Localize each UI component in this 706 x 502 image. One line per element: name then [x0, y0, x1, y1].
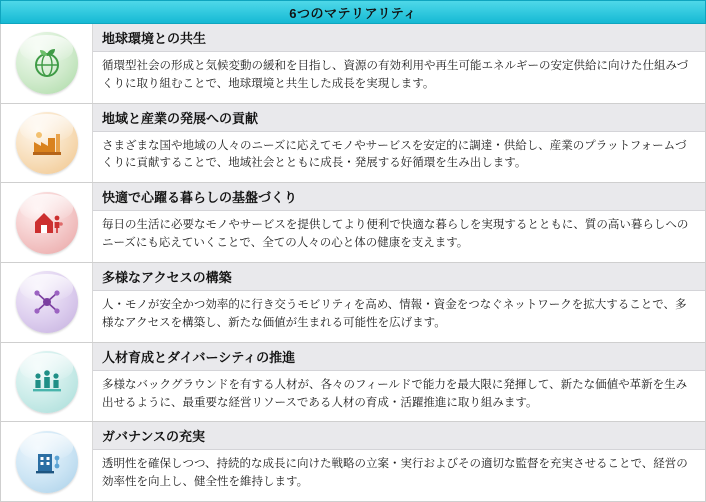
icon-cell	[1, 24, 93, 103]
factory-industry-icon	[29, 125, 65, 161]
icon-cell	[1, 183, 93, 262]
item-body	[93, 132, 705, 183]
item-heading: ガバナンスの充実	[93, 422, 705, 450]
icon-cell	[1, 104, 93, 183]
globe-plant-badge	[16, 32, 78, 94]
house-family-badge	[16, 192, 78, 254]
page-title: 6つのマテリアリティ	[0, 0, 706, 24]
item-body	[93, 450, 705, 501]
people-growth-icon	[29, 364, 65, 400]
network-nodes-badge	[16, 271, 78, 333]
factory-industry-badge	[16, 112, 78, 174]
item-body-text: さまざまな国や地域の人々のニーズに応えてモノやサービスを安定的に調達・供給し、産業のプラットフォームづくりに貢献することで、地域社会とともに成長・発展する好循環を生み出します。	[102, 139, 687, 170]
list-item	[0, 343, 706, 423]
text-cell	[93, 104, 705, 183]
item-body	[93, 291, 705, 342]
item-heading: 多様なアクセスの構築	[93, 263, 705, 291]
governance-building-icon	[29, 444, 65, 480]
text-cell	[93, 343, 705, 422]
icon-cell	[1, 263, 93, 342]
text-cell	[93, 24, 705, 103]
materiality-list	[0, 24, 706, 502]
text-cell	[93, 263, 705, 342]
item-heading: 地域と産業の発展への貢献	[93, 104, 705, 132]
item-body	[93, 52, 705, 103]
item-body-text: 透明性を確保しつつ、持続的な成長に向けた戦略の立案・実行およびその適切な監督を充実させることで、経営の効率性を向上し、健全性を維持します。	[102, 458, 688, 489]
list-item	[0, 183, 706, 263]
item-body-text: 人・モノが安全かつ効率的に行き交うモビリティを高め、情報・資金をつなぐネットワークを拡大することで、多様なアクセスを構築し、新たな価値が生まれる可能性を広げます。	[102, 299, 687, 329]
item-body	[93, 371, 705, 422]
item-body-text: 多様なバックグラウンドを有する人材が、各々のフィールドで能力を最大限に発揮して、新たな価値や革新を生み出せるように、最重要な経営リソースである人材の育成・活躍推進に取り組みます。	[102, 378, 688, 409]
item-body-text: 毎日の生活に必要なモノやサービスを提供してより便利で快適な暮らしを実現するとともに、質の高い暮らしへのニーズにも応えていくことで、全ての人々の心と体の健康を支えます。	[102, 219, 689, 250]
globe-plant-icon	[29, 45, 65, 81]
house-family-icon	[29, 205, 65, 241]
list-item	[0, 104, 706, 184]
icon-cell	[1, 422, 93, 501]
item-body	[93, 211, 705, 262]
list-item	[0, 24, 706, 104]
text-cell	[93, 422, 705, 501]
network-nodes-icon	[29, 284, 65, 320]
item-heading: 人材育成とダイバーシティの推進	[93, 343, 705, 371]
text-cell	[93, 183, 705, 262]
list-item	[0, 422, 706, 502]
item-body-text: 循環型社会の形成と気候変動の緩和を目指し、資源の有効利用や再生可能エネルギーの安定供給に向けた仕組みづくりに取り組むことで、地球環境と共生した成長を実現します。	[102, 60, 689, 90]
people-growth-badge	[16, 351, 78, 413]
item-heading: 快適で心躍る暮らしの基盤づくり	[93, 183, 705, 211]
list-item	[0, 263, 706, 343]
governance-building-badge	[16, 431, 78, 493]
item-heading: 地球環境との共生	[93, 24, 705, 52]
icon-cell	[1, 343, 93, 422]
